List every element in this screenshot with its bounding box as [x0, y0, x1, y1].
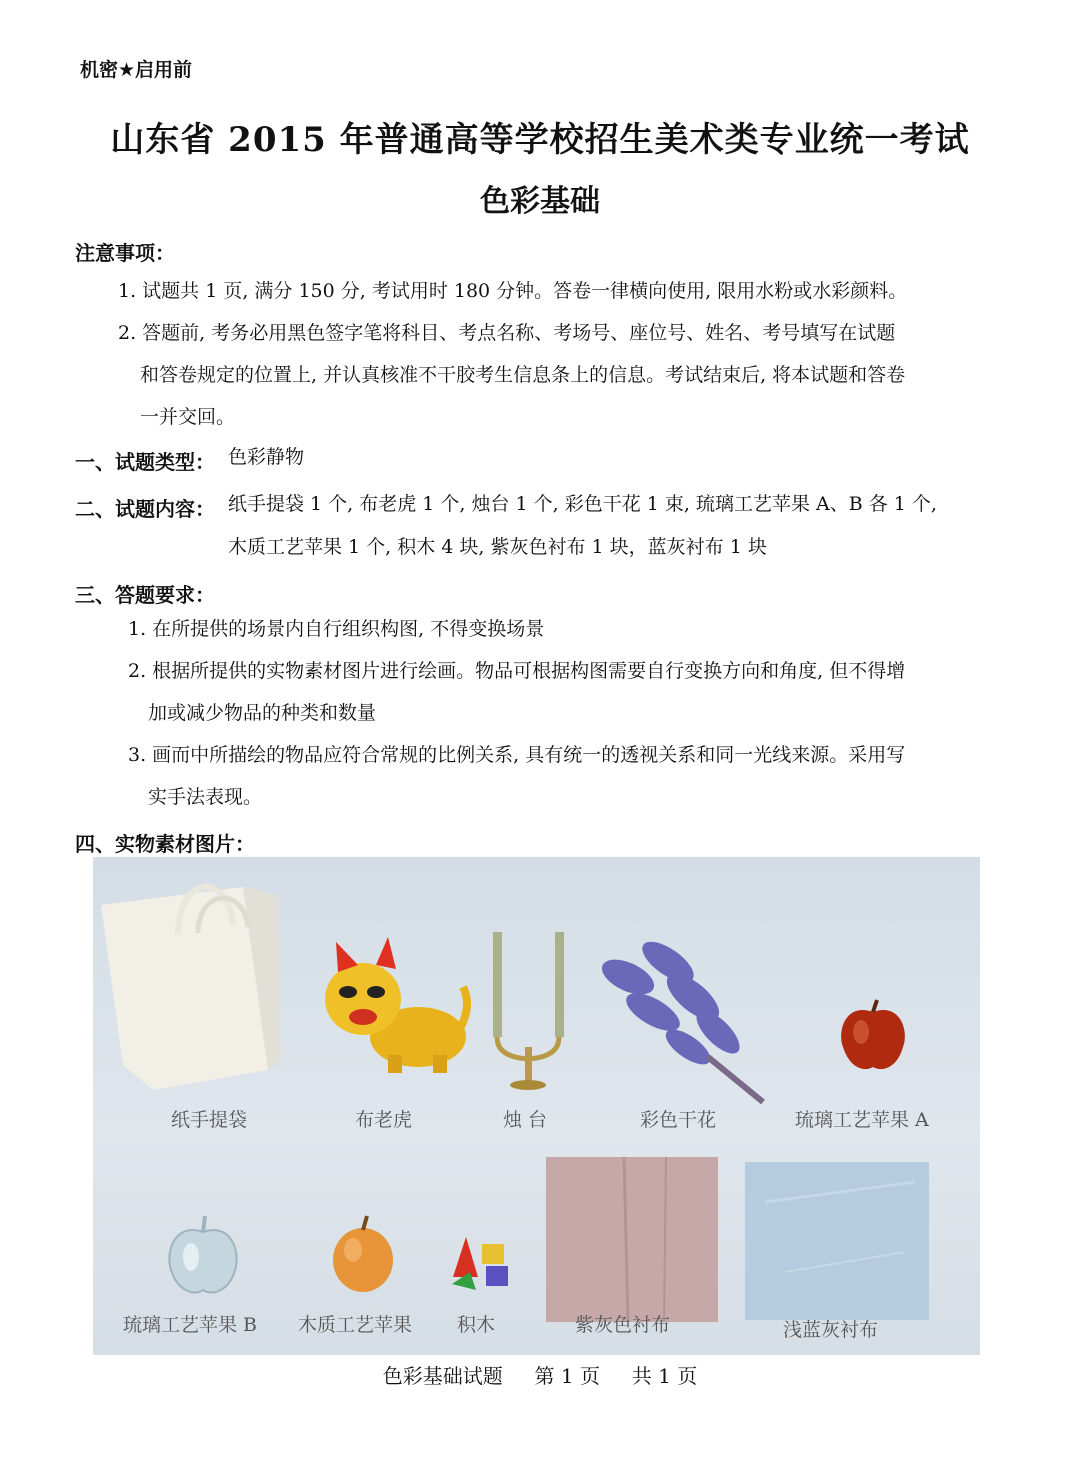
dried-flowers-illustration: [598, 937, 778, 1112]
section-3-item-3-line-2: 实手法表现。: [148, 786, 263, 808]
section-3-item-2-line-1: 2. 根据所提供的实物素材图片进行绘画。物品可根据构图需要自行变换方向和角度, 但不得增: [128, 660, 906, 682]
blocks-illustration: [448, 1232, 518, 1292]
section-1-heading: 一、试题类型：: [75, 450, 215, 474]
purple-cloth-illustration: [546, 1157, 718, 1322]
section-2-line-2: 木质工艺苹果 1 个, 积木 4 块, 紫灰色衬布 1 块，蓝灰衬布 1 块: [228, 536, 767, 558]
notes-item-2-line-2: 和答卷规定的位置上, 并认真核准不干胶考生信息条上的信息。考试结束后, 将本试题和答卷: [140, 364, 906, 386]
wood-apple-illustration: [328, 1212, 398, 1297]
glass-apple-a-illustration: [835, 997, 910, 1077]
confidential-label: 机密★启用前: [80, 59, 193, 81]
caption-dried-flowers: 彩色干花: [640, 1109, 717, 1131]
section-3-item-3-line-1: 3. 画而中所描绘的物品应符合常规的比例关系, 具有统一的透视关系和同一光线来源。采用写: [128, 744, 906, 766]
cloth-tiger-illustration: [318, 937, 478, 1087]
caption-candle-holder: 烛 台: [503, 1109, 548, 1131]
section-3-item-1: 1. 在所提供的场景内自行组织构图, 不得变换场景: [128, 618, 545, 640]
section-3-heading: 三、答题要求：: [75, 583, 215, 607]
section-3-item-2-line-2: 加或减少物品的种类和数量: [148, 702, 377, 724]
notes-item-2-line-3: 一并交回。: [140, 406, 236, 428]
caption-wood-apple: 木质工艺苹果: [298, 1314, 413, 1336]
exam-title: 山东省 2015 年普通高等学校招生美术类专业统一考试: [110, 120, 970, 160]
section-4-heading: 四、实物素材图片：: [75, 832, 255, 856]
page-footer: 色彩基础试题 第 1 页 共 1 页: [382, 1364, 698, 1388]
caption-paper-bag: 纸手提袋: [171, 1109, 248, 1131]
caption-blue-cloth: 浅蓝灰衬布: [783, 1319, 879, 1341]
notes-item-2-line-1: 2. 答题前, 考务必用黑色签字笔将科目、考点名称、考场号、座位号、姓名、考号填写在试题: [118, 322, 896, 344]
notes-heading: 注意事项：: [75, 241, 175, 265]
caption-cloth-tiger: 布老虎: [355, 1109, 413, 1131]
notes-item-1: 1. 试题共 1 页, 满分 150 分, 考试用时 180 分钟。答卷一律横向使用, 限用水粉或水彩颜料。: [118, 280, 908, 302]
section-2-heading: 二、试题内容：: [75, 497, 215, 521]
section-2-line-1: 纸手提袋 1 个, 布老虎 1 个, 烛台 1 个, 彩色干花 1 束, 琉璃工艺苹果 A、B 各 1 个,: [228, 493, 937, 515]
glass-apple-b-illustration: [163, 1212, 243, 1302]
exam-subtitle: 色彩基础: [480, 184, 600, 219]
candle-holder-illustration: [483, 927, 583, 1097]
caption-purple-cloth: 紫灰色衬布: [575, 1314, 671, 1336]
still-life-photo: [93, 857, 980, 1355]
caption-blocks: 积木: [457, 1314, 496, 1336]
caption-glass-apple-b: 琉璃工艺苹果 B: [123, 1314, 258, 1336]
caption-glass-apple-a: 琉璃工艺苹果 A: [795, 1109, 929, 1131]
blue-cloth-illustration: [745, 1162, 929, 1320]
section-1-text: 色彩静物: [228, 446, 305, 468]
paper-bag-illustration: [93, 865, 293, 1095]
